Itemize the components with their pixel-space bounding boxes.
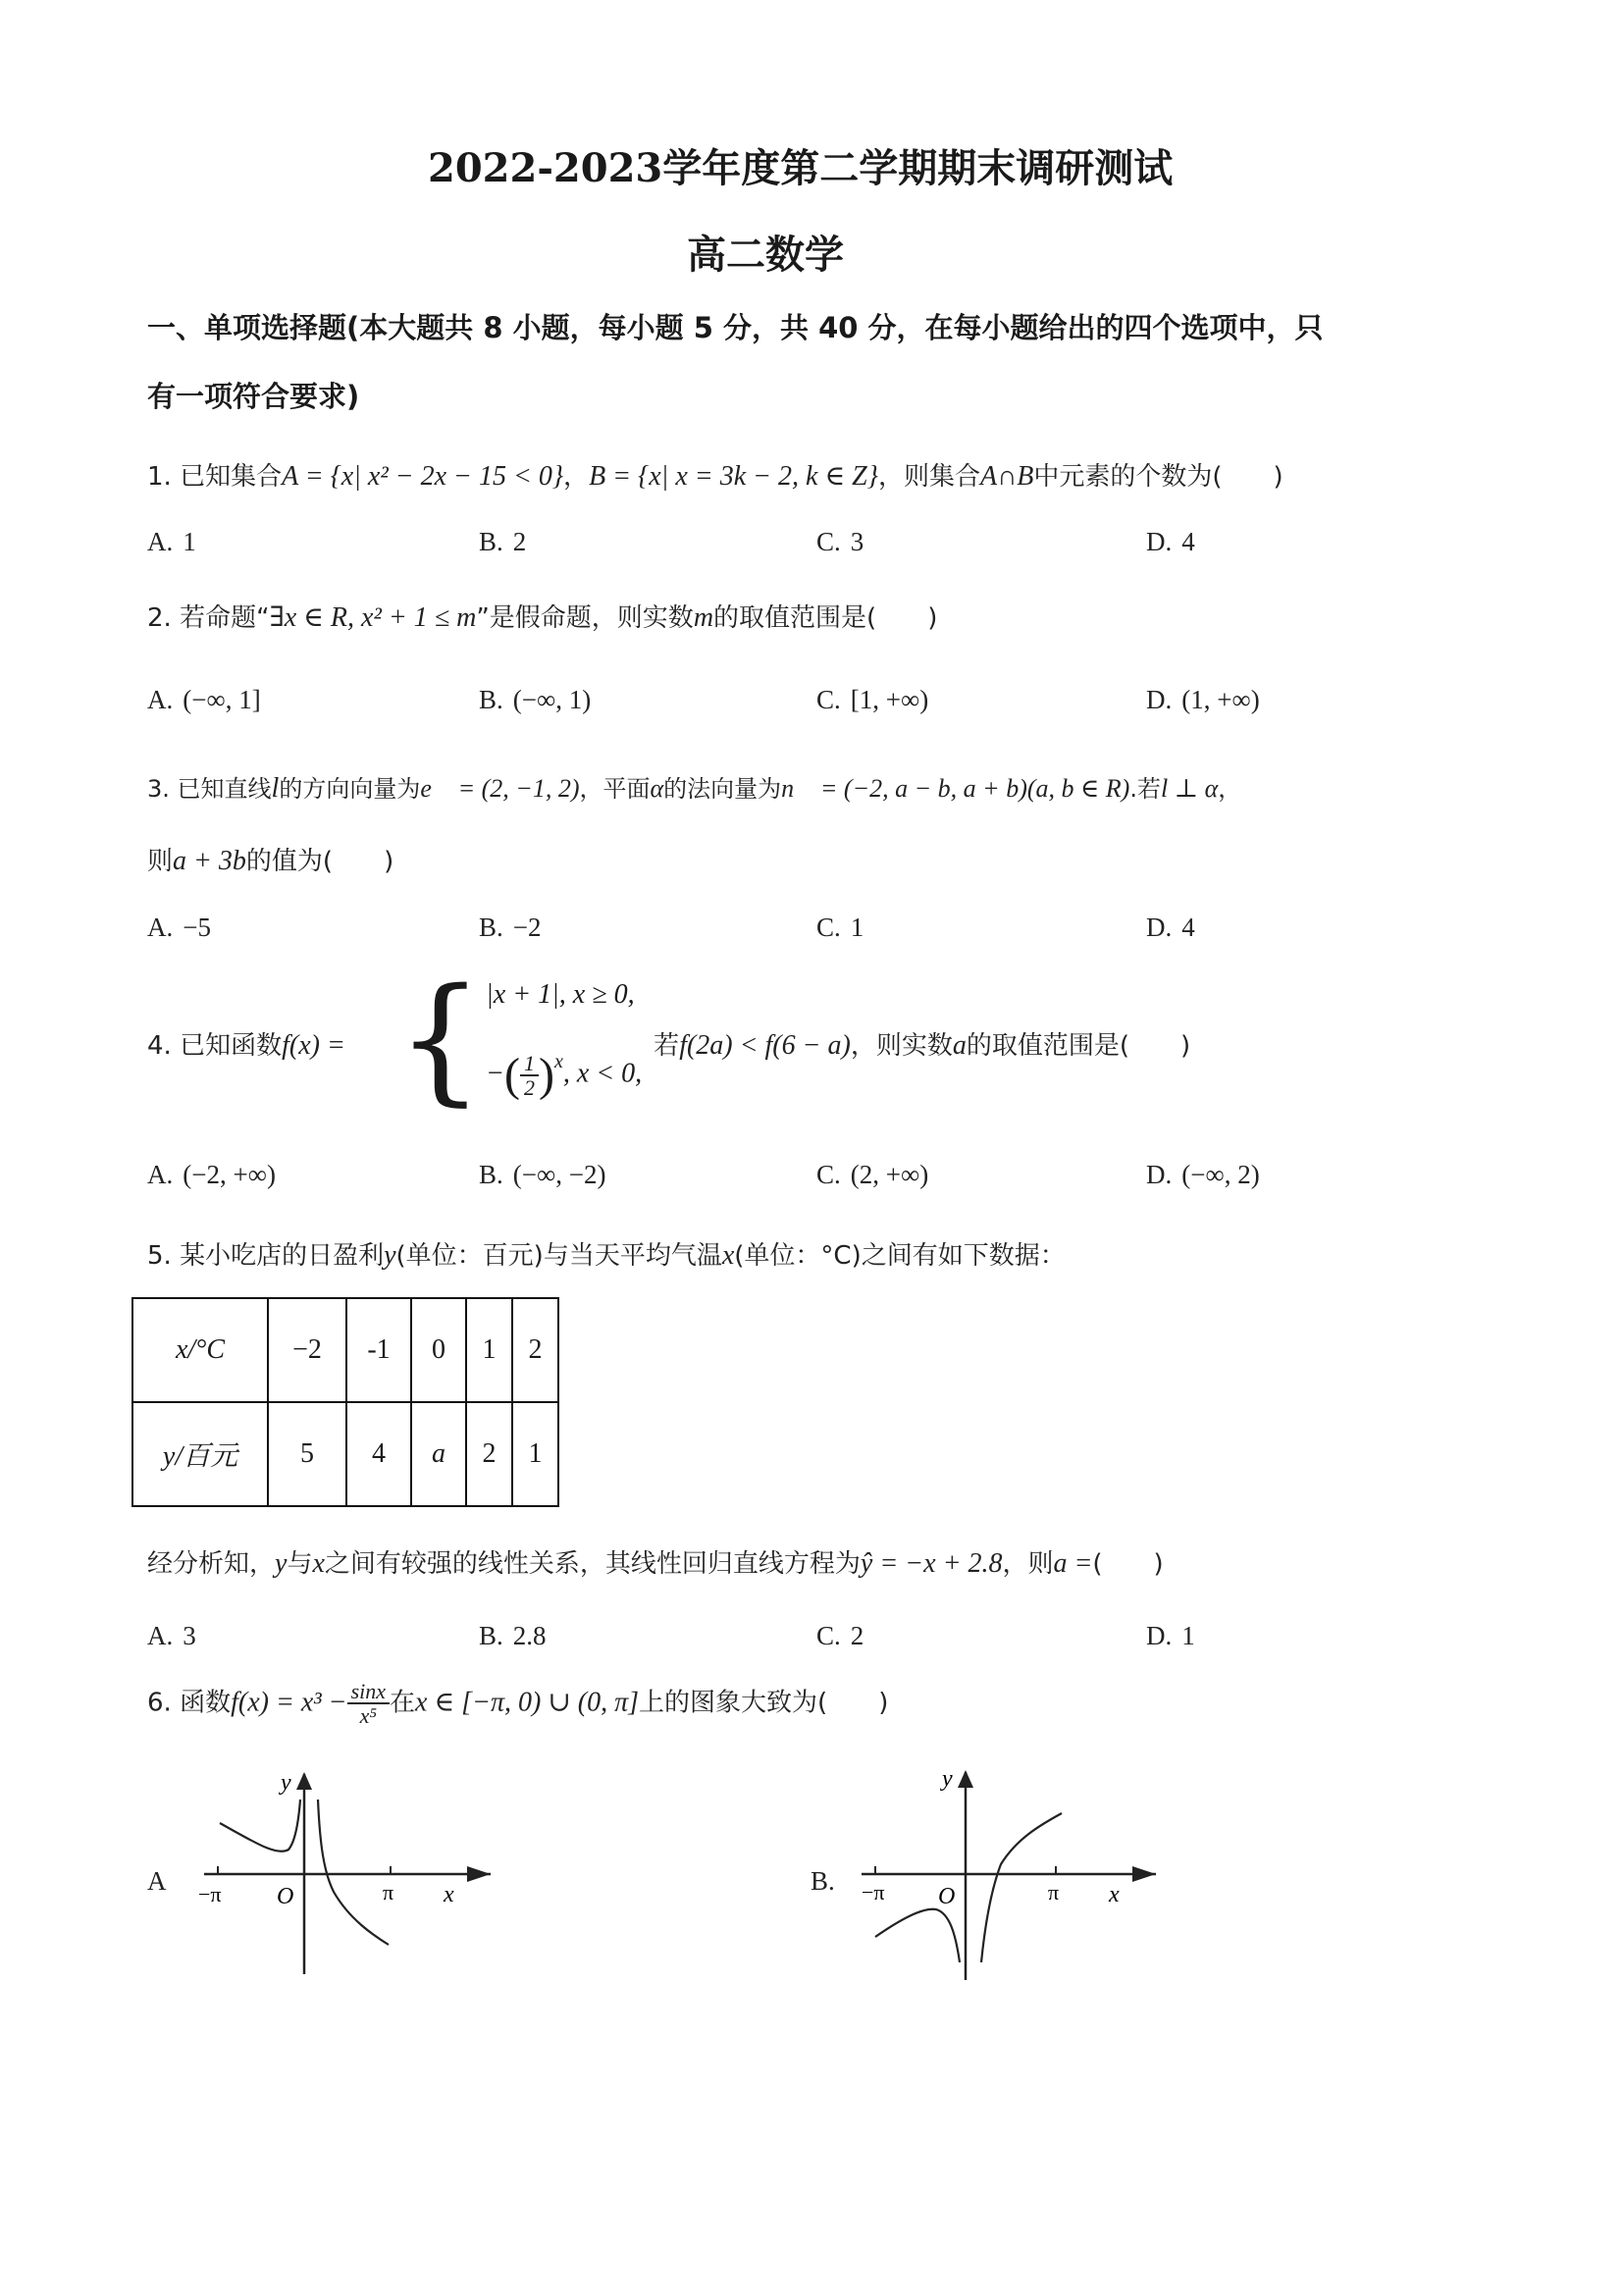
option-label: C. xyxy=(816,685,841,714)
y-axis-label: y xyxy=(281,1770,291,1796)
math-expr: x ∈ [−π, 0) ∪ (0, π] xyxy=(415,1687,640,1718)
math-expr: x xyxy=(312,1548,325,1579)
option-b[interactable] xyxy=(479,911,542,945)
piecewise-case-1: |x + 1|, x ≥ 0, xyxy=(486,979,635,1010)
option-value: 4 xyxy=(1181,913,1195,942)
graph-option-b-label[interactable]: B. xyxy=(811,1866,835,1896)
piecewise-brace: { xyxy=(396,960,485,1120)
option-value: (2, +∞) xyxy=(850,1160,929,1189)
section-heading: 一、单项选择题(本大题共 8 小题，每小题 5 分，共 40 分，在每小题给出的四个选项中，只 xyxy=(147,311,1324,344)
question-text: 若命题“ xyxy=(180,603,270,633)
option-label: C. xyxy=(816,1621,841,1650)
question-3 xyxy=(147,771,1241,807)
question-text: ( ) xyxy=(1092,1549,1164,1579)
table-cell: -1 xyxy=(346,1298,411,1402)
option-b[interactable] xyxy=(479,525,526,559)
exponent: x xyxy=(553,1051,563,1072)
fraction-denominator: x⁵ xyxy=(359,1703,377,1729)
option-d[interactable] xyxy=(1146,1158,1260,1192)
option-d[interactable] xyxy=(1146,911,1195,945)
option-value: (−∞, 1] xyxy=(183,685,261,714)
question-text: ， xyxy=(563,462,590,492)
option-value: 2.8 xyxy=(512,1621,547,1650)
table-cell: 0 xyxy=(411,1298,466,1402)
option-value: 4 xyxy=(1181,527,1195,556)
math-expr: a + 3b xyxy=(173,846,246,876)
option-label: B. xyxy=(479,685,503,714)
option-label: B. xyxy=(479,913,503,942)
option-c[interactable] xyxy=(816,525,864,559)
row-header: y/百元 xyxy=(132,1402,268,1506)
math-expr: α xyxy=(650,774,664,803)
question-text: 已知集合 xyxy=(180,462,283,492)
question-4 xyxy=(147,1028,345,1064)
option-a[interactable] xyxy=(147,1158,276,1192)
option-label: A. xyxy=(147,685,174,714)
y-axis-arrow xyxy=(958,1770,973,1788)
option-label: C. xyxy=(816,1160,841,1189)
table-cell: a xyxy=(411,1402,466,1506)
question-text: 的取值范围是( ) xyxy=(713,603,938,633)
question-text: 上的图象大致为( ) xyxy=(639,1688,889,1718)
tick-right-label: π xyxy=(383,1880,394,1905)
left-paren: ( xyxy=(503,1049,520,1102)
option-label: A. xyxy=(147,913,174,942)
question-number: 4. xyxy=(147,1031,172,1061)
question-text: ，则 xyxy=(1002,1549,1054,1579)
math-expr: ŷ = −x + 2.8 xyxy=(860,1548,1003,1579)
option-a[interactable] xyxy=(147,1619,196,1653)
question-text: .若 xyxy=(1129,775,1161,803)
question-text: 函数 xyxy=(180,1688,232,1718)
option-label: C. xyxy=(816,913,841,942)
option-c[interactable] xyxy=(816,683,928,717)
option-label: D. xyxy=(1146,913,1173,942)
math-expr: f(x) = x³ − xyxy=(231,1687,347,1718)
option-value: −2 xyxy=(512,913,542,942)
fraction xyxy=(347,1680,390,1727)
math-expr: ∃x ∈ R, x² + 1 ≤ m xyxy=(269,602,477,633)
math-expr: a = xyxy=(1053,1548,1093,1579)
question-6 xyxy=(147,1680,888,1727)
option-value: (1, +∞) xyxy=(1181,685,1260,714)
right-paren: ) xyxy=(538,1049,554,1102)
tick-right-label: π xyxy=(1048,1880,1060,1905)
question-text: 在 xyxy=(390,1688,416,1718)
question-text: ”是假命题，则实数 xyxy=(476,603,694,633)
origin-label: O xyxy=(938,1884,956,1909)
option-label: B. xyxy=(479,527,503,556)
row-header: x/°C xyxy=(132,1298,268,1402)
question-1 xyxy=(147,459,1283,495)
fraction-numerator: sinx xyxy=(347,1680,390,1704)
option-value: (−∞, 2) xyxy=(1181,1160,1260,1189)
option-label: A. xyxy=(147,1160,174,1189)
option-value: (−2, +∞) xyxy=(183,1160,276,1189)
table-cell: 1 xyxy=(466,1298,512,1402)
option-label: D. xyxy=(1146,685,1173,714)
graph-option-b[interactable] xyxy=(862,1766,1176,2002)
question-text: 某小吃店的日盈利 xyxy=(180,1241,385,1271)
table-row xyxy=(132,1298,558,1402)
question-number: 5. xyxy=(147,1241,172,1271)
question-text: 已知函数 xyxy=(180,1031,283,1061)
option-value: 3 xyxy=(183,1621,196,1650)
question-number: 6. xyxy=(147,1688,172,1718)
option-value: (−∞, 1) xyxy=(512,685,592,714)
y-axis-arrow xyxy=(296,1772,312,1790)
math-expr: y xyxy=(384,1240,396,1271)
table-cell: −2 xyxy=(268,1298,346,1402)
fraction xyxy=(520,1052,539,1099)
exam-title: 2022-2023学年度第二学期期末调研测试 xyxy=(428,145,1174,191)
table-row xyxy=(132,1402,558,1506)
table-cell: 1 xyxy=(512,1402,558,1506)
question-text: 中元素的个数为( ) xyxy=(1033,462,1283,492)
option-value: −5 xyxy=(183,913,211,942)
option-label: D. xyxy=(1146,1621,1173,1650)
math-expr: A∩B xyxy=(979,461,1034,492)
question-5-cont xyxy=(147,1546,1164,1582)
tick-left-label: −π xyxy=(862,1880,885,1905)
curve-left xyxy=(220,1800,300,1852)
option-value: 1 xyxy=(1181,1621,1195,1650)
table-cell: 4 xyxy=(346,1402,411,1506)
question-text: ，平面 xyxy=(579,775,651,803)
section-heading-cont: 有一项符合要求) xyxy=(147,380,360,413)
case-condition: , x < 0, xyxy=(562,1058,643,1089)
x-axis-label: x xyxy=(444,1882,454,1907)
option-c[interactable] xyxy=(816,1619,864,1653)
math-expr: a xyxy=(952,1030,967,1061)
option-label: C. xyxy=(816,527,841,556)
table-cell: 5 xyxy=(268,1402,346,1506)
graph-option-a[interactable] xyxy=(186,1766,500,2002)
option-c[interactable] xyxy=(816,1158,928,1192)
fraction-numerator: 1 xyxy=(520,1052,539,1076)
question-text: 与 xyxy=(287,1549,313,1579)
question-text: ，则集合 xyxy=(877,462,980,492)
question-3-line2 xyxy=(147,844,393,879)
option-b[interactable] xyxy=(479,683,591,717)
x-axis-arrow xyxy=(467,1866,491,1882)
question-text: 的取值范围是( ) xyxy=(966,1031,1191,1061)
question-text: (单位：°C)之间有如下数据： xyxy=(734,1241,1066,1271)
math-expr: B = {x| x = 3k − 2, k ∈ Z} xyxy=(589,461,878,492)
question-text: 若 xyxy=(654,1031,680,1061)
curve-right xyxy=(318,1800,389,1945)
table-cell: 2 xyxy=(466,1402,512,1506)
question-text: 的方向向量为 xyxy=(279,775,421,803)
option-d[interactable] xyxy=(1146,1619,1195,1653)
option-value: 2 xyxy=(850,1621,864,1650)
y-axis-label: y xyxy=(942,1766,953,1792)
tick-left-label: −π xyxy=(198,1882,222,1906)
option-d[interactable] xyxy=(1146,683,1260,717)
question-text: ，则实数 xyxy=(850,1031,953,1061)
data-table xyxy=(131,1297,559,1507)
piecewise-case-2 xyxy=(486,1049,643,1102)
question-5 xyxy=(147,1238,1066,1274)
table-cell: 2 xyxy=(512,1298,558,1402)
option-label: A. xyxy=(147,1621,174,1650)
exam-subject: 高二数学 xyxy=(687,232,844,278)
math-expr: x xyxy=(721,1240,735,1271)
question-2 xyxy=(147,600,937,636)
option-value: 3 xyxy=(850,527,864,556)
math-expr: y xyxy=(275,1548,288,1579)
option-a[interactable] xyxy=(147,911,211,945)
option-b[interactable] xyxy=(479,1158,605,1192)
option-b[interactable] xyxy=(479,1619,547,1653)
question-text: 已知直线 xyxy=(177,775,272,803)
option-value: 1 xyxy=(850,913,864,942)
origin-label: O xyxy=(277,1884,294,1909)
option-d[interactable] xyxy=(1146,525,1195,559)
graph-option-a-label[interactable]: A xyxy=(147,1866,167,1896)
option-label: B. xyxy=(479,1621,503,1650)
question-number: 3. xyxy=(147,775,170,803)
x-axis-label: x xyxy=(1109,1882,1120,1907)
math-expr: f(2a) < f(6 − a) xyxy=(679,1030,851,1061)
option-value: 2 xyxy=(512,527,527,556)
question-text: ， xyxy=(1218,775,1242,803)
math-expr: l ⊥ α xyxy=(1160,774,1219,803)
question-text: 经分析知， xyxy=(147,1549,276,1579)
math-expr: m xyxy=(693,602,714,633)
option-a[interactable] xyxy=(147,683,261,717)
curve-left xyxy=(875,1909,960,1962)
question-text: 之间有较强的线性关系，其线性回归直线方程为 xyxy=(324,1549,861,1579)
math-expr: A = {x| x² − 2x − 15 < 0} xyxy=(282,461,564,492)
option-c[interactable] xyxy=(816,911,864,945)
option-value: (−∞, −2) xyxy=(512,1160,606,1189)
question-text: 则 xyxy=(147,847,174,876)
math-expr: n⃗ = (−2, a − b, a + b)(a, b ∈ R) xyxy=(781,774,1130,803)
question-text: 的法向量为 xyxy=(663,775,782,803)
math-expr: e⃗ = (2, −1, 2) xyxy=(420,774,580,803)
option-label: B. xyxy=(479,1160,503,1189)
math-expr: f(x) = xyxy=(282,1030,345,1061)
math-expr: l xyxy=(271,773,280,804)
option-label: D. xyxy=(1146,1160,1173,1189)
question-text: 的值为( ) xyxy=(245,847,394,876)
option-value: [1, +∞) xyxy=(850,685,929,714)
math-sign: − xyxy=(486,1058,504,1089)
option-value: 1 xyxy=(183,527,196,556)
question-number: 1. xyxy=(147,462,172,492)
fraction-denominator: 2 xyxy=(523,1075,535,1101)
option-label: A. xyxy=(147,527,174,556)
question-number: 2. xyxy=(147,603,172,633)
question-text: (单位：百元)与当天平均气温 xyxy=(395,1241,722,1271)
x-axis-arrow xyxy=(1132,1866,1156,1882)
question-4-cont xyxy=(654,1028,1190,1064)
option-label: D. xyxy=(1146,527,1173,556)
option-a[interactable] xyxy=(147,525,196,559)
